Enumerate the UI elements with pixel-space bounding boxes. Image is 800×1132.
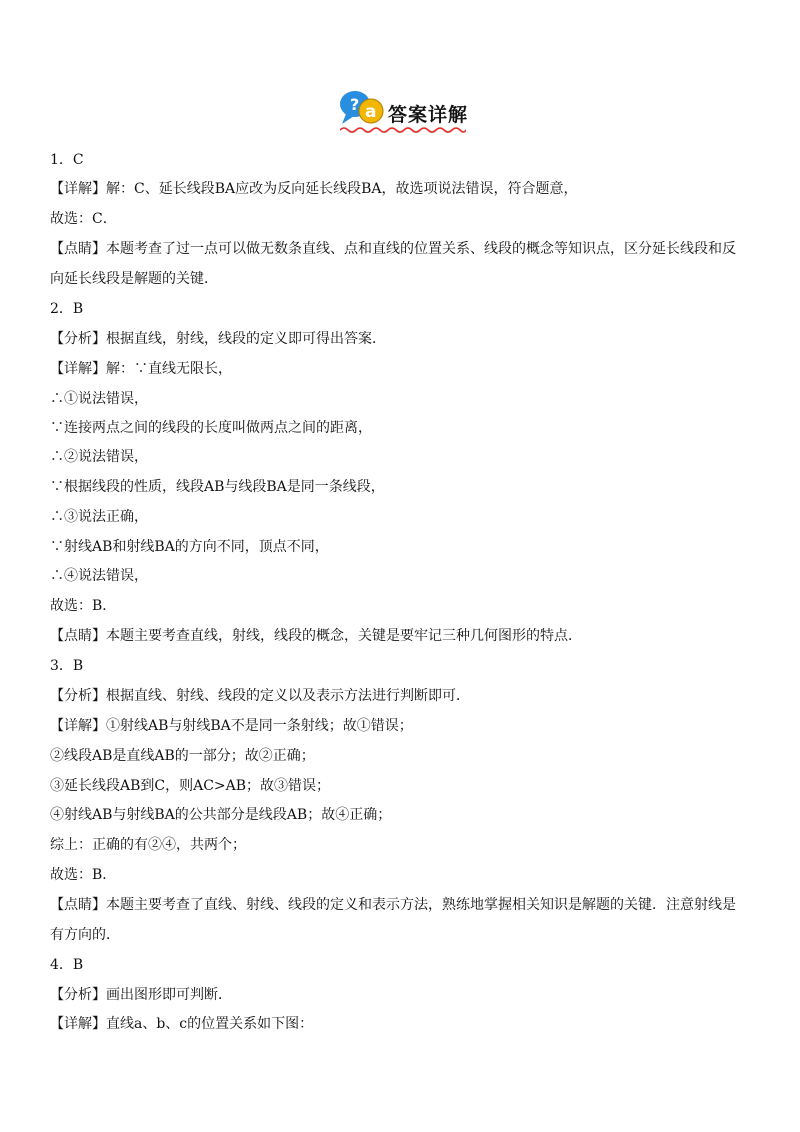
- speech-bubble-logo-icon: [338, 86, 388, 130]
- detail-line: 【详解】①射线AB与射线BA不是同一条射线；故①错误；: [50, 718, 413, 734]
- question-number: 2．B: [50, 301, 84, 317]
- detail-line: 【详解】直线a、b、c的位置关系如下图：: [50, 1016, 314, 1032]
- reasoning-line: ④射线AB与射线BA的公共部分是线段AB；故④正确；: [50, 807, 392, 823]
- reasoning-line: ∵射线AB和射线BA的方向不同，顶点不同，: [50, 539, 329, 555]
- detail-line: 【详解】解：∵直线无限长，: [50, 361, 232, 377]
- summary-line: 综上：正确的有②④，共两个；: [50, 837, 246, 853]
- reasoning-line: ∴④说法错误，: [50, 568, 148, 584]
- comment-line: 【点睛】本题主要考查直线，射线，线段的概念，关键是要牢记三种几何图形的特点．: [50, 628, 582, 644]
- logo-letter: a: [365, 102, 377, 122]
- choice-line: 故选：B．: [50, 598, 117, 614]
- reasoning-line: ∵连接两点之间的线段的长度叫做两点之间的距离，: [50, 420, 372, 436]
- choice-line: 故选：B．: [50, 867, 117, 883]
- answer-header: [0, 86, 800, 136]
- reasoning-line: ②线段AB是直线AB的一部分；故②正确；: [50, 748, 315, 764]
- reasoning-line: ∵根据线段的性质，线段AB与线段BA是同一条线段，: [50, 479, 385, 495]
- reasoning-line: ③延长线段AB到C，则AC>AB；故③错误；: [50, 778, 331, 794]
- reasoning-line: ∴①说法错误，: [50, 391, 148, 407]
- wavy-underline: [340, 126, 466, 134]
- analysis-line: 【分析】根据直线、射线、线段的定义以及表示方法进行判断即可．: [50, 688, 470, 704]
- detail-line: 【详解】解：C、延长线段BA应改为反向延长线段BA，故选项说法错误，符合题意，: [50, 181, 578, 197]
- comment-line: 有方向的．: [50, 927, 120, 943]
- page-title: 答案详解: [388, 104, 469, 126]
- reasoning-line: ∴②说法错误，: [50, 449, 148, 465]
- comment-line: 向延长线段是解题的关键．: [50, 271, 218, 287]
- logo-question-mark: ?: [350, 95, 360, 114]
- comment-line: 【点睛】本题考查了过一点可以做无数条直线、点和直线的位置关系、线段的概念等知识点，区分延长线段和反: [50, 241, 736, 257]
- question-number: 3．B: [50, 658, 84, 674]
- question-number: 1．C: [50, 152, 84, 168]
- question-number: 4．B: [50, 957, 84, 973]
- analysis-line: 【分析】根据直线，射线，线段的定义即可得出答案．: [50, 331, 386, 347]
- analysis-line: 【分析】画出图形即可判断．: [50, 987, 232, 1003]
- reasoning-line: ∴③说法正确，: [50, 509, 148, 525]
- comment-line: 【点睛】本题主要考查了直线、射线、线段的定义和表示方法，熟练地掌握相关知识是解题的关键．注意射线是: [50, 897, 736, 913]
- choice-line: 故选：C．: [50, 211, 117, 227]
